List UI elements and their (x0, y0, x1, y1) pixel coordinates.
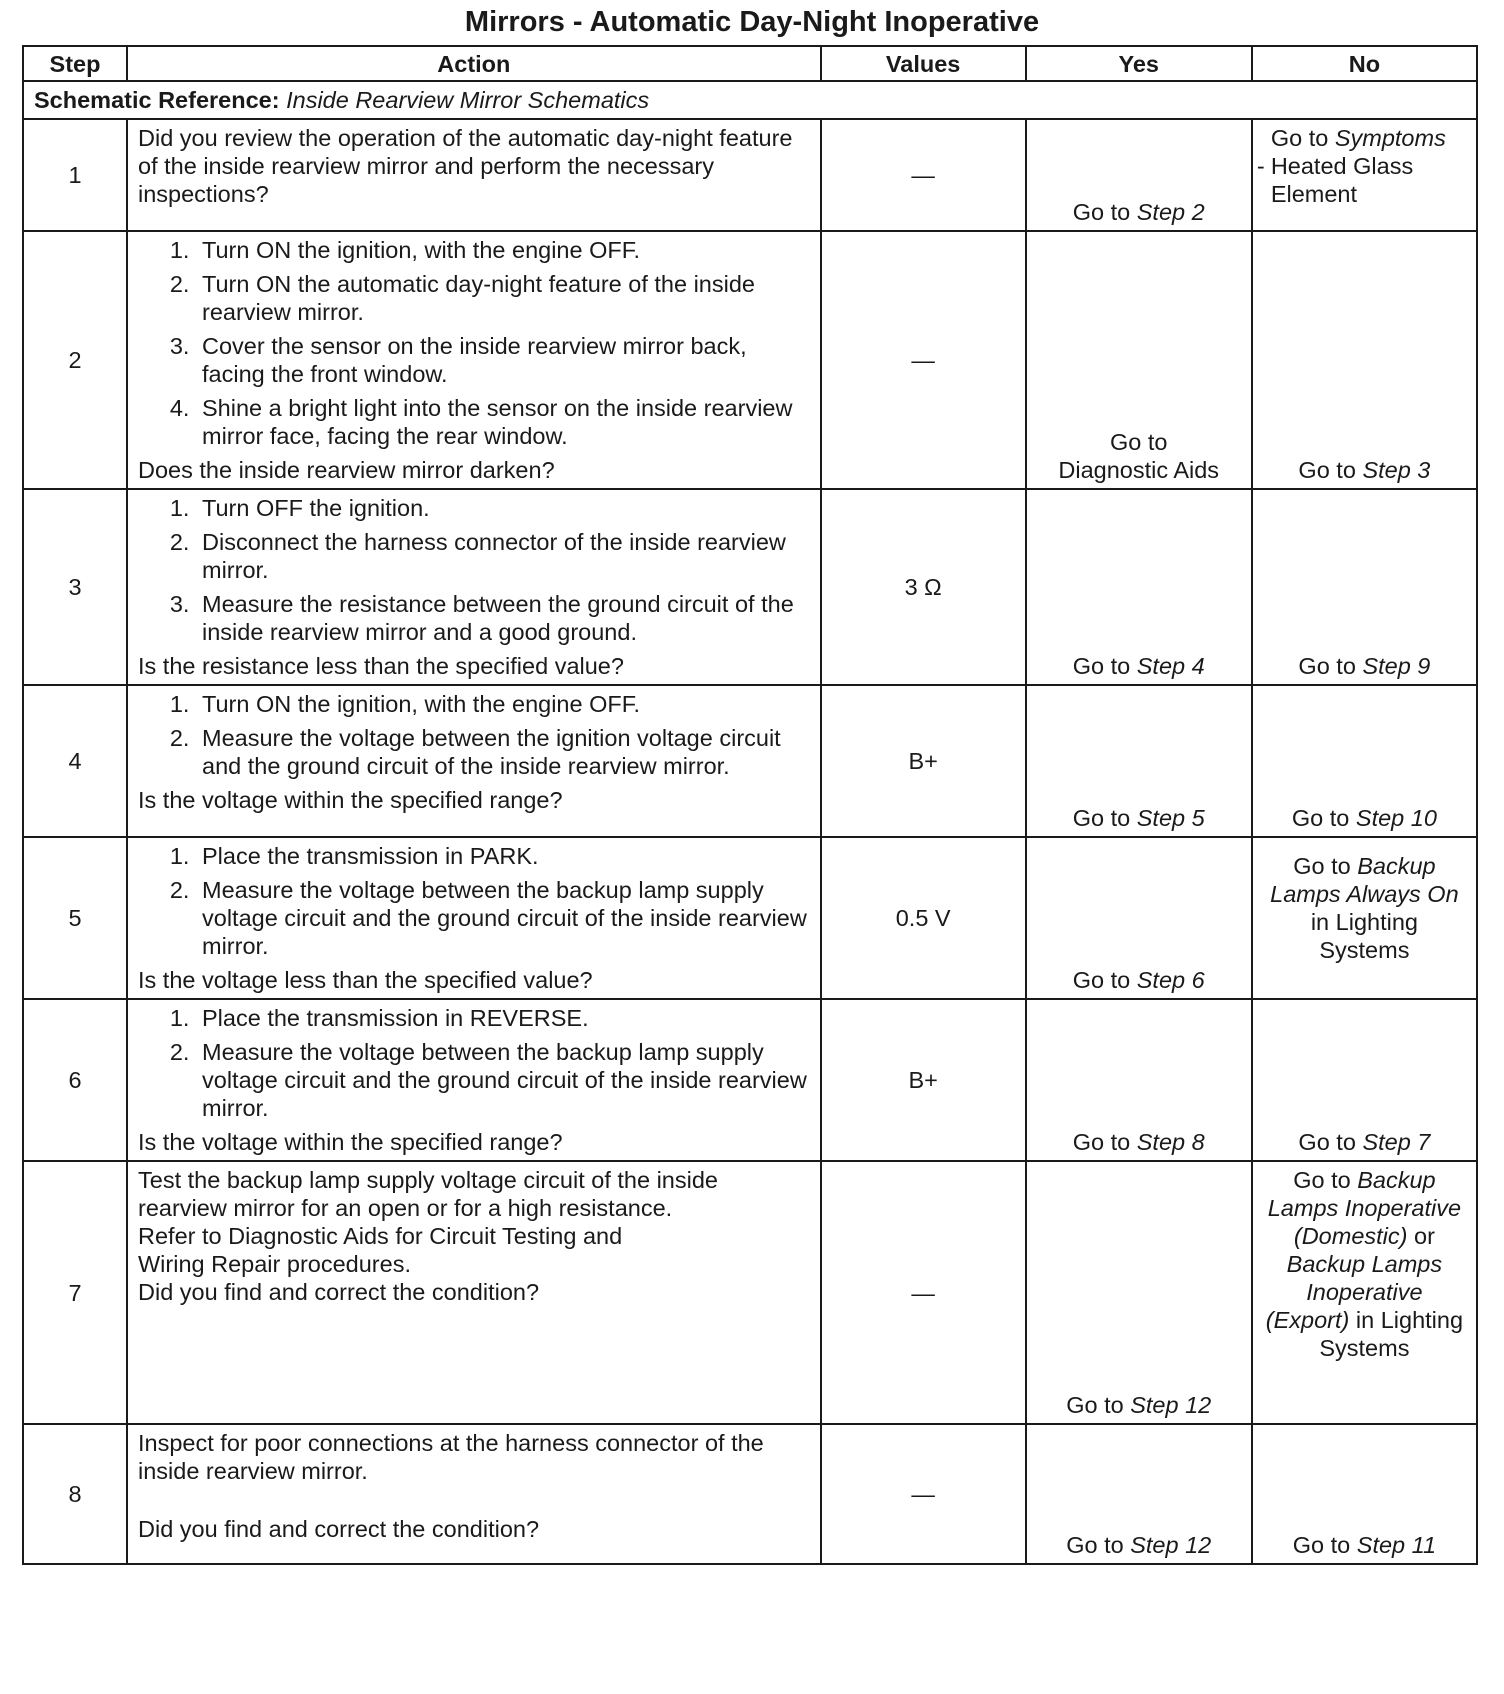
action-item: 2. Measure the voltage between the ignition voltage circuit and the ground circuit of the inside rearview mirror. (196, 724, 810, 780)
action-question: Did you find and correct the condition? (138, 1279, 540, 1305)
action-cell (127, 685, 821, 837)
action-question: Is the voltage within the specified range? (138, 787, 563, 813)
no-link: Step 7 (1362, 1129, 1431, 1155)
schematic-ref-link: Inside Rearview Mirror Schematics (286, 87, 650, 113)
no-tail: in Lighting Systems (1319, 1307, 1464, 1361)
yes-text: Go to Diagnostic Aids (1058, 429, 1220, 483)
action-question: Is the resistance less than the specified value? (138, 653, 624, 679)
no-link: Step 11 (1356, 1532, 1437, 1558)
step-row-8 (23, 1424, 1477, 1564)
no-link: Step 3 (1362, 457, 1431, 483)
action-text: Test the backup lamp supply voltage circuit of the inside rearview mirror for an open or for a high resistance. (138, 1167, 718, 1221)
step-number: 7 (23, 1161, 127, 1424)
value-cell: — (821, 1161, 1026, 1424)
value-cell: — (821, 231, 1026, 489)
no-link: Step 9 (1362, 653, 1431, 679)
step-number: 8 (23, 1424, 127, 1564)
step-row-2 (23, 231, 1477, 489)
no-prefix: Go to (1298, 457, 1356, 483)
yes-prefix: Go to (1066, 1532, 1124, 1558)
yes-link: Step 6 (1136, 967, 1205, 993)
value-cell: — (821, 119, 1026, 231)
action-item: 1. Turn OFF the ignition. (196, 494, 810, 522)
action-cell (127, 119, 821, 231)
action-question: Is the voltage within the specified range? (138, 1129, 563, 1155)
action-item: 3. Measure the resistance between the ground circuit of the inside rearview mirror and a good ground. (196, 590, 810, 646)
action-cell (127, 837, 821, 999)
value-cell: 0.5 V (821, 837, 1026, 999)
no-prefix: Go to (1293, 853, 1351, 879)
yes-link: Step 4 (1136, 653, 1205, 679)
step-row-4 (23, 685, 1477, 837)
yes-prefix: Go to (1072, 653, 1131, 679)
no-link-2: Backup Lamps Inoperative (Export) (1265, 1251, 1443, 1333)
step-number: 1 (23, 119, 127, 231)
no-cell (1252, 231, 1477, 489)
action-item: 2. Measure the voltage between the backup lamp supply voltage circuit and the ground circuit of the inside rearview mirror. (196, 876, 810, 960)
header-row (23, 46, 1477, 81)
action-reference: Refer to Diagnostic Aids for Circuit Testing and Wiring Repair procedures. (138, 1223, 623, 1277)
no-cell (1252, 837, 1477, 999)
yes-link: Step 12 (1130, 1532, 1212, 1558)
yes-cell (1026, 999, 1252, 1161)
step-row-6 (23, 999, 1477, 1161)
step-row-1 (23, 119, 1477, 231)
no-cell (1252, 119, 1477, 231)
yes-prefix: Go to (1072, 967, 1131, 993)
action-item: 3. Cover the sensor on the inside rearview mirror back, facing the front window. (196, 332, 810, 388)
action-cell (127, 231, 821, 489)
no-prefix: Go to (1270, 125, 1329, 151)
no-cell (1252, 1161, 1477, 1424)
yes-cell (1026, 1161, 1252, 1424)
no-prefix: Go to (1293, 1167, 1351, 1193)
header-action: Action (127, 46, 821, 81)
schematic-reference (23, 81, 1477, 119)
step-number: 5 (23, 837, 127, 999)
yes-link: Step 8 (1136, 1129, 1205, 1155)
value-cell: B+ (821, 999, 1026, 1161)
schematic-row (23, 81, 1477, 119)
yes-cell (1026, 1424, 1252, 1564)
value-cell: 3 Ω (821, 489, 1026, 685)
header-step: Step (23, 46, 127, 81)
diagnostic-table (22, 45, 1478, 1565)
no-link: Backup Lamps Inoperative (Domestic) (1267, 1167, 1462, 1249)
yes-cell (1026, 231, 1252, 489)
no-prefix: Go to (1298, 653, 1356, 679)
step-number: 3 (23, 489, 127, 685)
no-link: Step 10 (1355, 805, 1437, 831)
action-item: 2. Disconnect the harness connector of the inside rearview mirror. (196, 528, 810, 584)
yes-prefix: Go to (1072, 805, 1131, 831)
yes-link: Step 2 (1136, 199, 1205, 225)
action-cell (127, 489, 821, 685)
step-number: 4 (23, 685, 127, 837)
step-row-7 (23, 1161, 1477, 1424)
action-item: 2. Measure the voltage between the backup lamp supply voltage circuit and the ground circuit of the inside rearview mirror. (196, 1038, 810, 1122)
no-prefix: Go to (1298, 1129, 1356, 1155)
action-list (138, 1004, 810, 1122)
no-cell (1252, 489, 1477, 685)
action-text: Did you review the operation of the automatic day-night feature of the inside rearview mirror and perform the necessary inspections? (138, 125, 793, 207)
no-tail: Heated Glass Element (1270, 153, 1414, 207)
yes-link: Step 5 (1136, 805, 1205, 831)
no-dash: - (1256, 153, 1265, 179)
page-title: Mirrors - Automatic Day-Night Inoperative (464, 6, 1040, 38)
action-list (138, 236, 810, 450)
step-number: 6 (23, 999, 127, 1161)
no-cell (1252, 999, 1477, 1161)
no-mid: or (1414, 1223, 1435, 1249)
yes-link: Step 12 (1130, 1392, 1212, 1418)
schematic-label: Schematic Reference: (34, 87, 280, 113)
action-list (138, 842, 810, 960)
action-cell (127, 999, 821, 1161)
action-cell (127, 1424, 821, 1564)
yes-prefix: Go to (1066, 1392, 1124, 1418)
yes-cell (1026, 837, 1252, 999)
action-list (138, 494, 810, 646)
action-item: 1. Place the transmission in REVERSE. (196, 1004, 810, 1032)
yes-cell (1026, 119, 1252, 231)
yes-cell (1026, 489, 1252, 685)
yes-prefix: Go to (1072, 1129, 1131, 1155)
action-item: 1. Turn ON the ignition, with the engine OFF. (196, 236, 810, 264)
step-row-5 (23, 837, 1477, 999)
header-no: No (1252, 46, 1477, 81)
value-cell: B+ (821, 685, 1026, 837)
action-list (138, 690, 810, 780)
action-cell (127, 1161, 821, 1424)
no-cell (1252, 685, 1477, 837)
action-question: Did you find and correct the condition? (138, 1516, 540, 1542)
yes-cell (1026, 685, 1252, 837)
header-yes: Yes (1026, 46, 1252, 81)
action-item: 1. Place the transmission in PARK. (196, 842, 810, 870)
step-number: 2 (23, 231, 127, 489)
no-prefix: Go to (1292, 1532, 1351, 1558)
action-item: 4. Shine a bright light into the sensor on the inside rearview mirror face, facing the rear window. (196, 394, 810, 450)
action-question: Is the voltage less than the specified value? (138, 967, 593, 993)
no-link: Backup Lamps Always On (1270, 853, 1459, 907)
action-item: 1. Turn ON the ignition, with the engine OFF. (196, 690, 810, 718)
value-cell: — (821, 1424, 1026, 1564)
no-tail: in Lighting Systems (1310, 909, 1418, 963)
no-prefix: Go to (1291, 805, 1350, 831)
step-row-3 (23, 489, 1477, 685)
action-text: Inspect for poor connections at the harness connector of the inside rearview mirror. (138, 1430, 764, 1484)
action-item: 2. Turn ON the automatic day-night feature of the inside rearview mirror. (196, 270, 810, 326)
no-cell (1252, 1424, 1477, 1564)
action-question: Does the inside rearview mirror darken? (138, 457, 555, 483)
yes-prefix: Go to (1072, 199, 1131, 225)
header-values: Values (821, 46, 1026, 81)
no-link: Symptoms (1334, 125, 1446, 151)
